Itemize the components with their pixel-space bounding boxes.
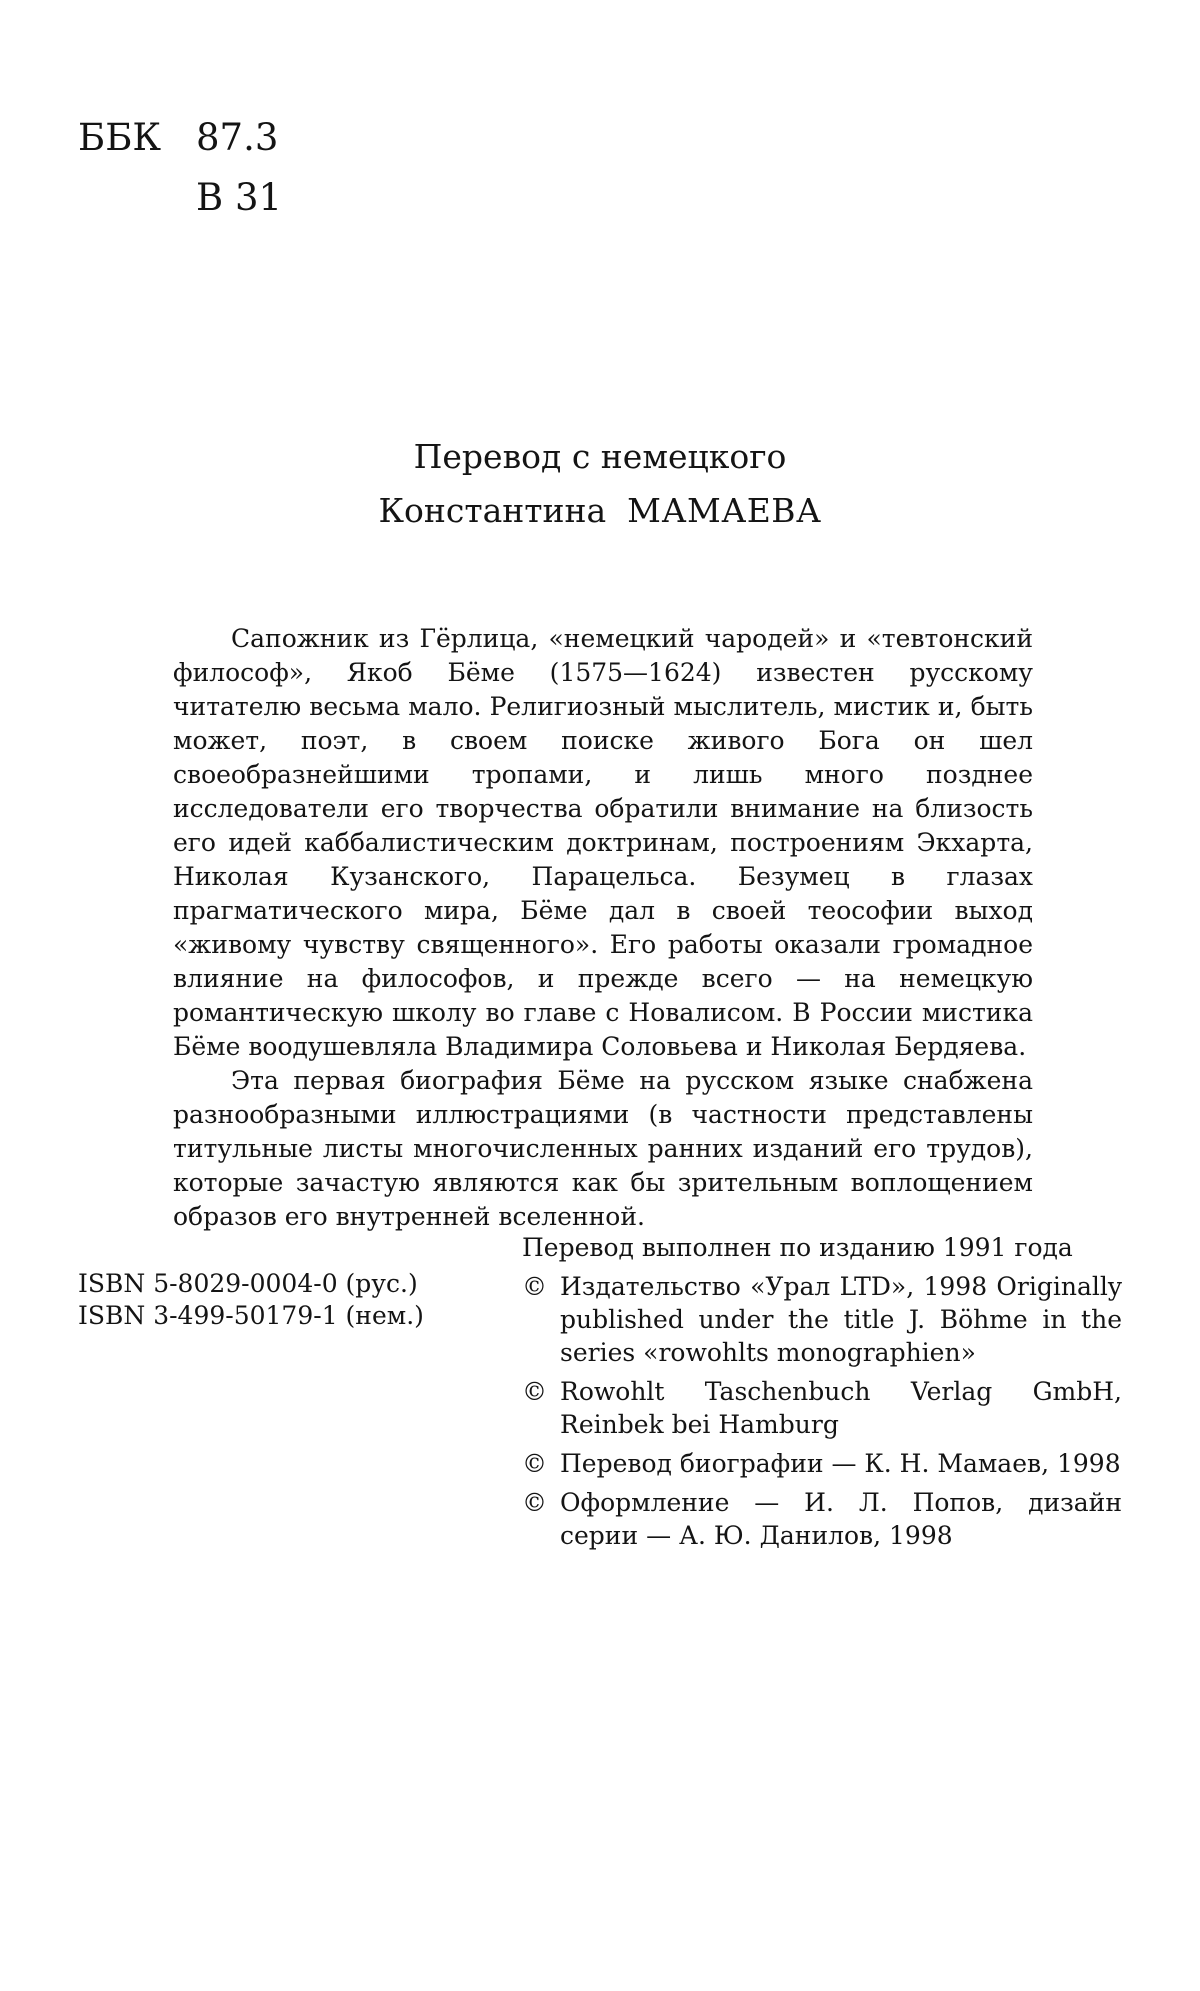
bbk-code: 87.3 — [196, 116, 279, 159]
copyright-icon: © — [522, 1488, 547, 1517]
bbk-label: ББК — [78, 116, 162, 159]
copyright-entry — [522, 1270, 1122, 1369]
isbn-german: ISBN 3-499-50179-1 (нем.) — [78, 1301, 424, 1330]
annotation-paragraph: Эта первая биография Бёме на русском языке снабжена разнообразными иллюстрациями (в частности представлены титульные листы многочисленных ранних изданий его трудов), которые зачастую являются как бы зрительным воплощением образов его внутренней вселенной. — [173, 1066, 1033, 1231]
copyright-text: Оформление — И. Л. Попов, дизайн серии — А. Ю. Данилов, 1998 — [560, 1488, 1122, 1550]
author-mark: В 31 — [196, 176, 283, 219]
annotation — [173, 622, 1033, 1234]
isbn-block — [78, 1268, 424, 1332]
annotation-paragraph: Сапожник из Гёрлица, «немецкий чародей» и «тевтонский философ», Якоб Бёме (1575—1624) известен русскому читателю весьма мало. Религиозный мыслитель, мистик и, быть может, поэт, в своем поиске живого Бога он шел своеобразнейшими тропами, и лишь много позднее исследователи его творчества обратили внимание на близость его идей каббалистическим доктринам, построениям Экхарта, Николая Кузанского, Парацельса. Безумец в глазах прагматического мира, Бёме дал в своей теософии выход «живому чувству священного». Его работы оказали громадное влияние на философов, и прежде всего — на немецкую романтическую школу во главе с Новалисом. В России мистика Бёме воодушевляла Владимира Соловьева и Николая Бердяева. — [173, 624, 1033, 1061]
translator-last-name: МАМАЕВА — [627, 491, 822, 530]
copyright-text: Издательство «Урал LTD», 1998 Originally published under the title J. Böhme in the series «rowohlts monographien» — [560, 1272, 1122, 1367]
translation-line-2 — [0, 484, 1200, 538]
copyright-block — [522, 1231, 1122, 1558]
bbk-classification — [78, 108, 282, 228]
isbn-russian: ISBN 5-8029-0004-0 (рус.) — [78, 1269, 418, 1298]
copyright-entry — [522, 1447, 1122, 1480]
copyright-entry — [522, 1375, 1122, 1441]
copyright-text: Rowohlt Taschenbuch Verlag GmbH, Reinbek bei Hamburg — [560, 1377, 1122, 1439]
edition-note: Перевод выполнен по изданию 1991 года — [522, 1233, 1073, 1262]
copyright-icon: © — [522, 1449, 547, 1478]
bbk-indent — [78, 168, 196, 228]
translator-first-name: Константина — [378, 491, 607, 530]
copyright-entry — [522, 1486, 1122, 1552]
translation-credit — [0, 430, 1200, 538]
translation-line-1: Перевод с немецкого — [413, 437, 787, 476]
copyright-text: Перевод биографии — К. Н. Мамаев, 1998 — [560, 1449, 1121, 1478]
copyright-icon: © — [522, 1377, 547, 1406]
copyright-icon: © — [522, 1272, 547, 1301]
